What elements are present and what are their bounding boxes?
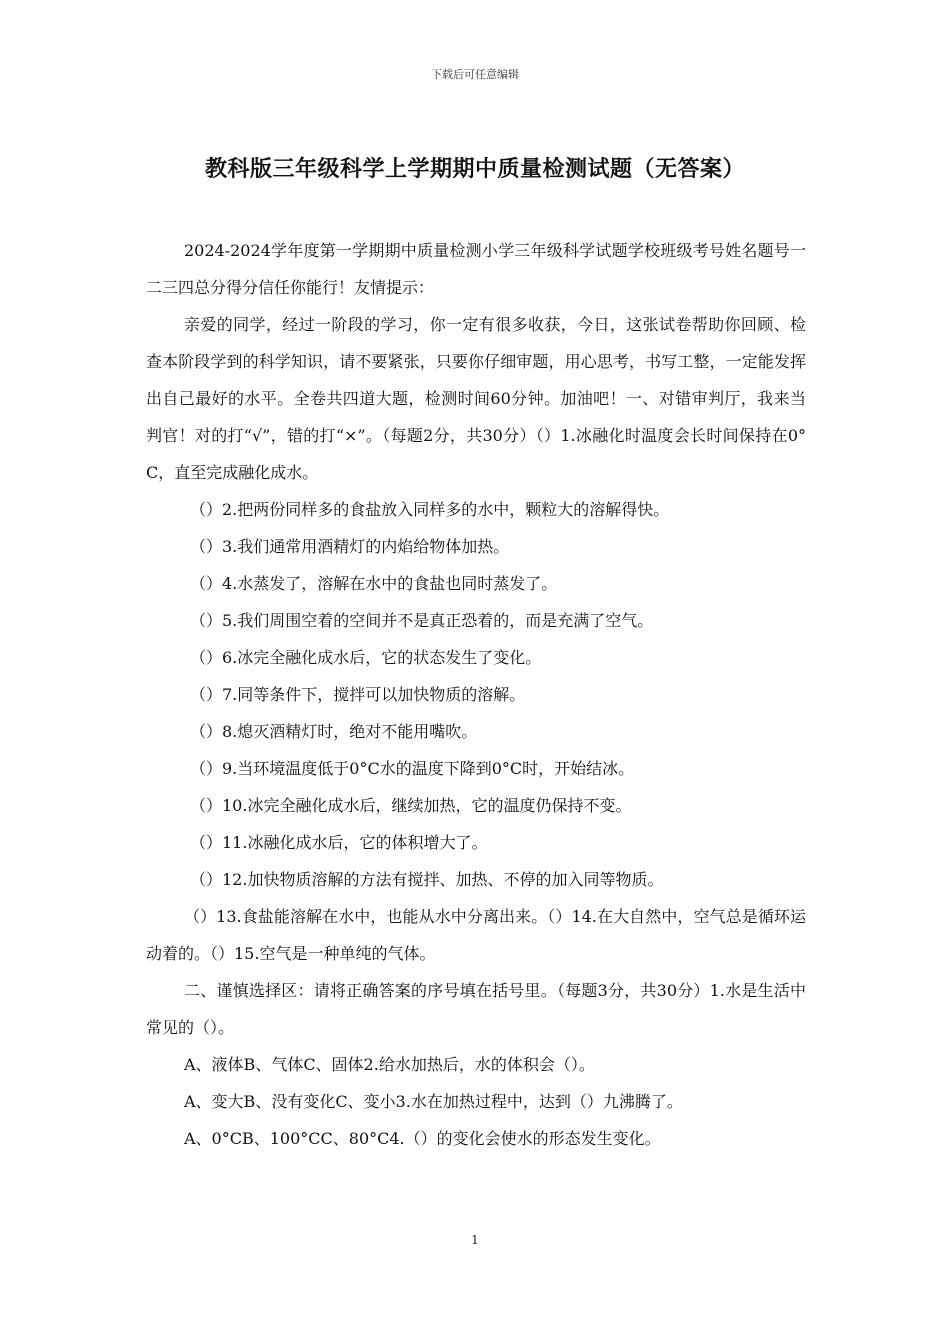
choice-line: A、0°CB、100°CC、80°C4.（）的变化会使水的形态发生变化。	[184, 1129, 661, 1148]
question-item: （）10.冰完全融化成水后，继续加热，它的温度仍保持不变。	[190, 796, 632, 815]
question-item: （）6.冰完全融化成水后，它的状态发生了变化。	[190, 648, 542, 667]
document-body	[146, 232, 806, 1157]
page-header-note: 下载后可任意编辑	[431, 68, 519, 81]
question-item: （）12.加快物质溶解的方法有搅拌、加热、不停的加入同等物质。	[190, 870, 664, 889]
question-item: （）11.冰融化成水后，它的体积增大了。	[190, 833, 488, 852]
question-item: （）2.把两份同样多的食盐放入同样多的水中，颗粒大的溶解得快。	[190, 500, 670, 519]
question-13-15-paragraph: （）13.食盐能溶解在水中，也能从水中分离出来。（）14.在大自然中，空气总是循环运动着的。（）15.空气是一种单纯的气体。	[146, 907, 806, 963]
question-item: （）7.同等条件下，搅拌可以加快物质的溶解。	[190, 685, 526, 704]
section2-intro: 二、谨慎选择区：请将正确答案的序号填在括号里。（每题3分，共30分）1.水是生活中常见的（）。	[146, 981, 806, 1037]
choice-line: A、变大B、没有变化C、变小3.水在加热过程中，达到（）九沸腾了。	[184, 1092, 683, 1111]
document-title: 教科版三年级科学上学期期中质量检测试题（无答案）	[204, 157, 745, 182]
question-item: （）8.熄灭酒精灯时，绝对不能用嘴吹。	[190, 722, 478, 741]
question-item: （）3.我们通常用酒精灯的内焰给物体加热。	[190, 537, 510, 556]
intro-paragraph: 2024-2024学年度第一学期期中质量检测小学三年级科学试题学校班级考号姓名题号一二三四总分得分信任你能行！友情提示：	[146, 241, 806, 297]
question-item: （）5.我们周围空着的空间并不是真正恐着的，而是充满了空气。	[190, 611, 654, 630]
choice-line: A、液体B、气体C、固体2.给水加热后，水的体积会（）。	[184, 1055, 595, 1074]
page-number: 1	[471, 1233, 479, 1247]
question-item: （）9.当环境温度低于0°C水的温度下降到0°C时，开始结冰。	[190, 759, 635, 778]
question-item: （）4.水蒸发了，溶解在水中的食盐也同时蒸发了。	[190, 574, 558, 593]
instructions-paragraph: 亲爱的同学，经过一阶段的学习，你一定有很多收获，今日，这张试卷帮助你回顾、检查本阶段学到的科学知识，请不要紧张，只要你仔细审题，用心思考，书写工整，一定能发挥出自己最好的水平。全卷共四道大题，检测时间60分钟。加油吧！一、对错审判厅，我来当判官！对的打“√”，错的打“×”。（每题2分，共30分）（）1.冰融化时温度会长时间保持在0°C，直至完成融化成水。	[146, 315, 806, 482]
